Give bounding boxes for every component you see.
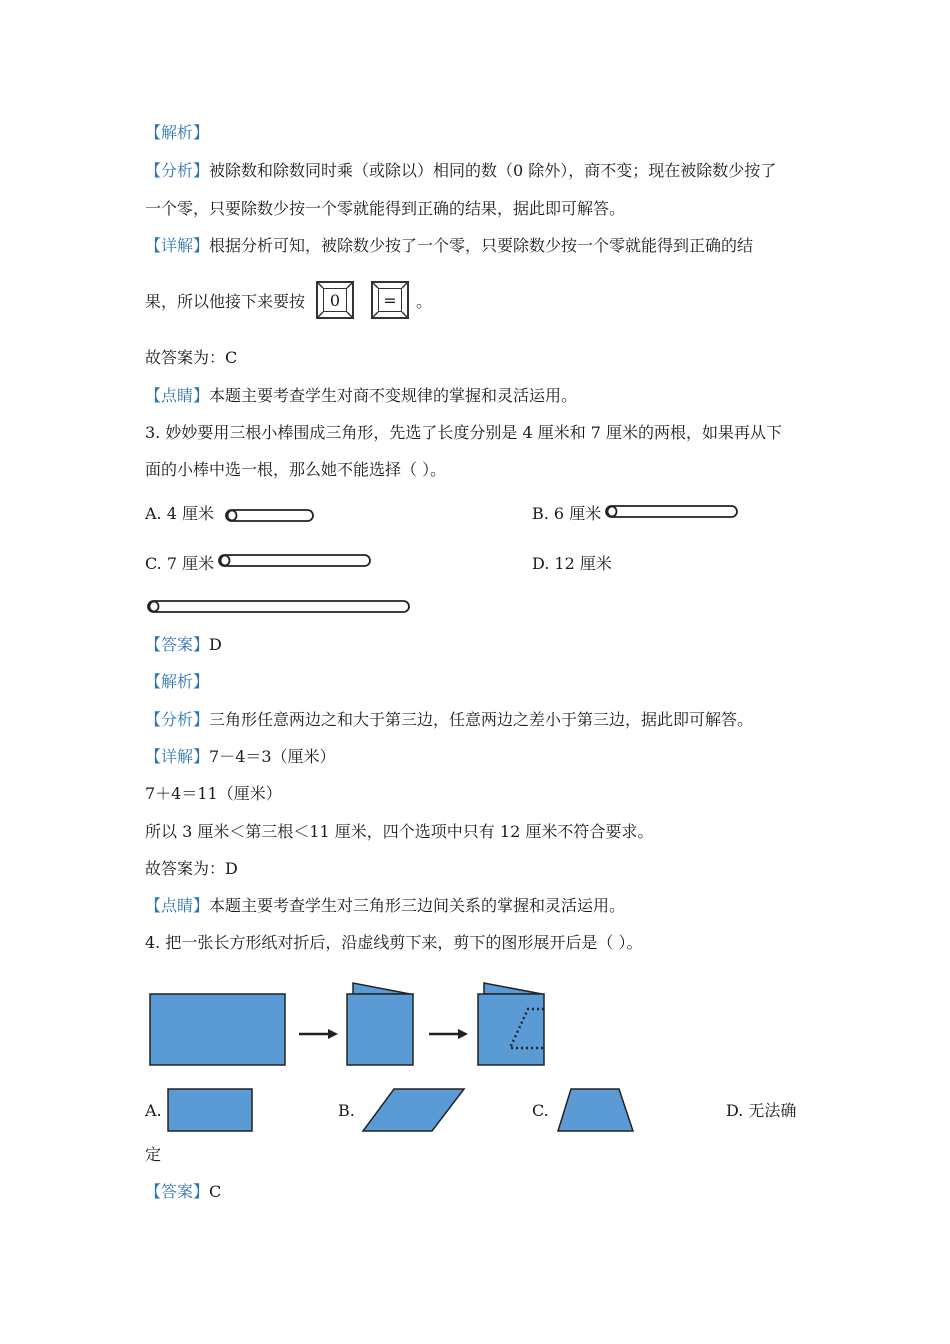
- folded-flap-1: [353, 983, 410, 994]
- xiangjie-line-2: 果，所以他接下来要按: [145, 292, 306, 311]
- fenxi-tag: 【分析】: [145, 710, 210, 729]
- q3-stem-line-2: 面的小棒中选一根，那么她不能选择（ ）。: [145, 460, 447, 479]
- fenxi-line-2: 一个零，只要除数少按一个零就能得到正确的结果，据此即可解答。: [145, 199, 626, 218]
- key-bevel-zero: [316, 281, 354, 319]
- q3-xiangjie-line-2: 7＋4＝11（厘米）: [145, 784, 282, 803]
- dianjing-text: 本题主要考查学生对三角形三边间关系的掌握和灵活运用。: [209, 896, 626, 915]
- q3-fenxi-line: [145, 710, 753, 730]
- folded-flap-2: [484, 983, 542, 994]
- answer-tag: 【答案】: [145, 1182, 210, 1201]
- xiangjie-text-1: 根据分析可知，被除数少按了一个零，只要除数少按一个零就能得到正确的结: [209, 236, 754, 255]
- q3-xiangjie-line-3: 所以 3 厘米＜第三根＜11 厘米，四个选项中只有 12 厘米不符合要求。: [145, 822, 654, 841]
- q4-option-a: A.: [145, 1101, 162, 1120]
- stick-6cm: [605, 505, 739, 519]
- q3-answer-line: 故答案为：D: [145, 859, 238, 878]
- arrow-1-head: [328, 1029, 338, 1039]
- q4-option-d-line-2: 定: [145, 1145, 162, 1164]
- rectangle-paper: [150, 994, 285, 1065]
- answer-value: C: [209, 1182, 222, 1201]
- fenxi-text: 三角形任意两边之和大于第三边，任意两边之差小于第三边，据此即可解答。: [209, 710, 754, 729]
- xiangjie-tag: 【详解】: [145, 236, 210, 255]
- fenxi-line-1: [145, 161, 776, 181]
- jiexi-heading: 【解析】: [145, 123, 210, 142]
- folded-paper: [347, 994, 413, 1065]
- q3-stem-line-1: 3. 妙妙要用三根小棒围成三角形，先选了长度分别是 4 厘米和 7 厘米的两根，如果再从下: [145, 423, 783, 442]
- dianjing-text: 本题主要考查学生对商不变规律的掌握和灵活运用。: [209, 386, 578, 405]
- key-bevel-equals: [371, 281, 409, 319]
- key-zero-label: 0: [323, 288, 347, 312]
- stick-12cm: [147, 600, 411, 614]
- xiangjie-tag: 【详解】: [145, 747, 210, 766]
- q3-jiexi-heading: 【解析】: [145, 672, 210, 691]
- fenxi-tag: 【分析】: [145, 161, 210, 180]
- stick-4cm: [225, 509, 315, 523]
- q3-dianjing-line: [145, 896, 625, 916]
- arrow-2-head: [458, 1029, 468, 1039]
- xiangjie-line-2-end: 。: [416, 292, 433, 311]
- q4-option-b: B.: [338, 1101, 355, 1120]
- answer-value: D: [209, 635, 222, 654]
- dianjing-line-q2: [145, 386, 577, 406]
- dianjing-tag: 【点睛】: [145, 896, 210, 915]
- answer-line-q2: 故答案为：C: [145, 348, 238, 367]
- q3-xiangjie-line-1: [145, 747, 336, 767]
- q4-answer: [145, 1182, 221, 1202]
- q4-stem: 4. 把一张长方形纸对折后，沿虚线剪下来，剪下的图形展开后是（ ）。: [145, 933, 643, 952]
- fenxi-text-1: 被除数和除数同时乘（或除以）相同的数（0 除外），商不变；现在被除数少按了: [209, 161, 777, 180]
- q3-option-a: A. 4 厘米: [145, 504, 214, 523]
- q3-option-d: D. 12 厘米: [532, 554, 612, 573]
- calculator-key-zero: [316, 281, 354, 319]
- option-b-parallelogram: [362, 1088, 466, 1133]
- stick-7cm: [218, 554, 372, 568]
- option-c-trapezoid: [557, 1088, 635, 1133]
- xiangjie-text-1: 7－4＝3（厘米）: [209, 747, 336, 766]
- folded-paper-with-cut: [478, 994, 544, 1065]
- dianjing-tag: 【点睛】: [145, 386, 210, 405]
- q4-option-c: C.: [532, 1101, 549, 1120]
- q3-option-b: B. 6 厘米: [532, 504, 602, 523]
- q3-option-c: C. 7 厘米: [145, 554, 215, 573]
- q4-option-d-line-1: D. 无法确: [726, 1101, 797, 1120]
- answer-tag: 【答案】: [145, 635, 210, 654]
- calculator-key-equals: [371, 281, 409, 319]
- xiangjie-line-1: [145, 236, 753, 256]
- q3-answer: [145, 635, 222, 655]
- key-equals-label: =: [378, 288, 402, 312]
- option-a-rectangle: [167, 1088, 253, 1133]
- folding-process-diagram: [148, 978, 568, 1078]
